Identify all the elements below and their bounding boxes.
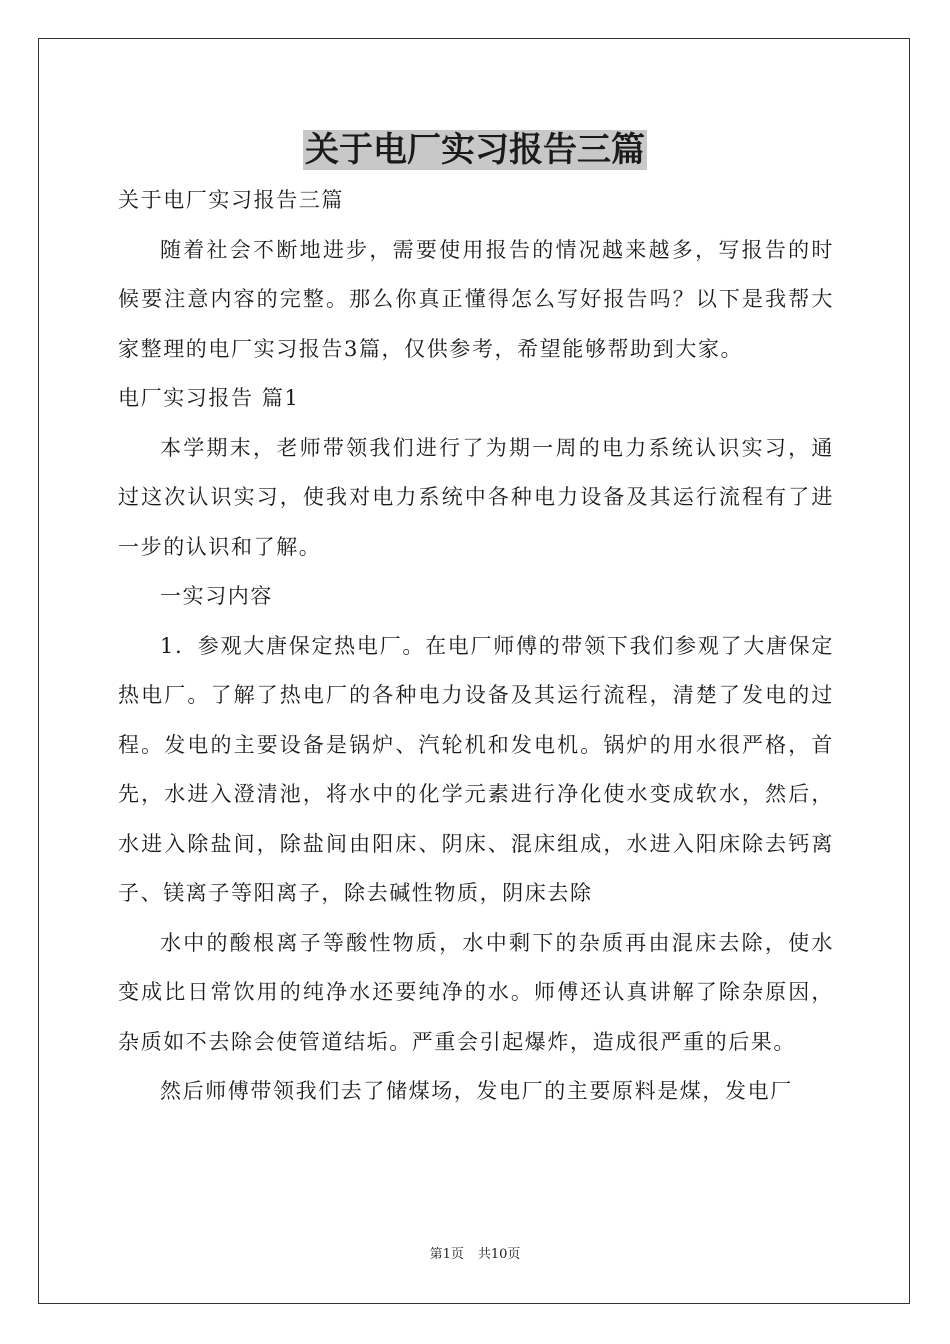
- paragraph: 然后师傅带领我们去了储煤场，发电厂的主要原料是煤，发电厂: [160, 1079, 793, 1103]
- page-total: 共10页: [477, 1247, 521, 1262]
- document-subtitle: 关于电厂实习报告三篇: [118, 188, 344, 212]
- paragraph: 本学期末，老师带领我们进行了为期一周的电力系统认识实习，通过这次认识实习，使我对电力系统中各种电力设备及其运行流程有了进一步的认识和了解。: [118, 435, 834, 559]
- document-title-text: 关于电厂实习报告三篇: [305, 130, 645, 170]
- document-title: [0, 128, 950, 172]
- paragraph-intro: 随着社会不断地进步，需要使用报告的情况越来越多，写报告的时候要注意内容的完整。那么你真正懂得怎么写好报告吗？以下是我帮大家整理的电厂实习报告3篇，仅供参考，希望能够帮助到大家。: [118, 237, 834, 361]
- section-heading-part1: 电厂实习报告 篇1: [118, 386, 300, 410]
- document-body: [118, 176, 834, 1117]
- paragraph: 1．参观大唐保定热电厂。在电厂师傅的带领下我们参观了大唐保定热电厂。了解了热电厂的各种电力设备及其运行流程，清楚了发电的过程。发电的主要设备是锅炉、汽轮机和发电机。锅炉的用水很严格，首先，水进入澄清池，将水中的化学元素进行净化使水变成软水，然后，水进入除盐间，除盐间由阳床、阴床、混床组成，水进入阳床除去钙离子、镁离子等阳离子，除去碱性物质，阴床去除: [118, 633, 834, 905]
- page-footer: [0, 1246, 950, 1264]
- subsection-heading: 一实习内容: [160, 584, 273, 608]
- page-number: 第1页: [429, 1247, 464, 1262]
- paragraph: 水中的酸根离子等酸性物质，水中剩下的杂质再由混床去除，使水变成比日常饮用的纯净水还要纯净的水。师傅还认真讲解了除杂原因，杂质如不去除会使管道结垢。严重会引起爆炸，造成很严重的后果。: [118, 930, 834, 1054]
